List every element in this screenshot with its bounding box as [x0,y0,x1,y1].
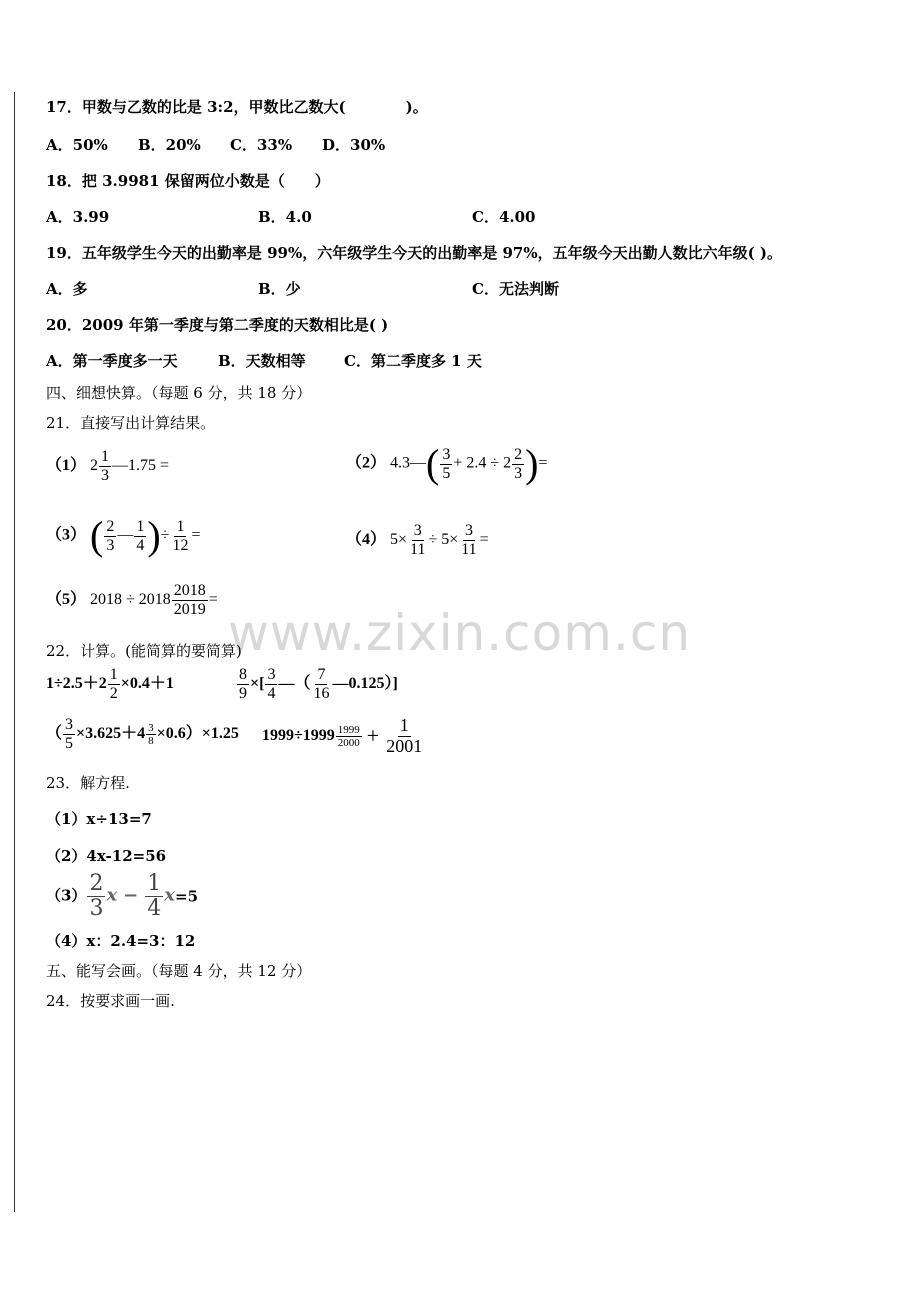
q22-e4-fraction-1 [336,724,362,749]
q21-p3-fraction-2 [134,518,146,554]
denominator: 8 [148,734,154,747]
denominator: 4 [147,896,162,922]
q23-equation-4: （4）x：2.4=3：12 [46,932,196,950]
q21-p1-fraction [99,448,111,484]
denominator: 4 [267,684,276,702]
q21-part-4 [346,522,489,558]
q22-e2-fraction-2 [265,666,277,702]
q23-e3-minus: − [123,884,139,906]
q21-p3-fraction-3 [170,518,190,554]
q21-p3-end: = [191,526,201,544]
q21-p5-label: （5） [46,590,87,608]
q23-e3-x1: x [106,884,118,906]
q19-option-b: B．少 [258,280,301,298]
q22-expr-2 [236,666,398,702]
q22-expr-3 [46,716,239,752]
denominator: 2001 [386,735,423,756]
q21-p3-op: — [117,526,134,544]
q17-option-c: C．33% [230,136,293,154]
q22-expr-4 [262,716,425,757]
q21-p4-fraction-1 [408,522,427,558]
q21-p3-label: （3） [46,526,87,544]
numerator: 1 [101,448,110,465]
q24-stem: 24．按要求画一画. [46,992,175,1010]
q20-option-b: B．天数相等 [218,352,306,370]
q20-stem: 20．2009 年第一季度与第二季度的天数相比是( ) [46,316,389,334]
numerator: 3 [413,522,422,539]
q21-stem: 21．直接写出计算结果。 [46,414,216,432]
numerator: 1 [176,517,185,535]
q22-e4-a: 1999÷1999 [262,726,335,744]
q20-option-a: A．第一季度多一天 [46,352,178,370]
q17-option-a: A．50% [46,136,108,154]
denominator: 3 [514,464,523,482]
q19-option-c: C．无法判断 [472,280,559,298]
q22-expr-1 [46,666,174,702]
numerator: 2 [89,871,104,896]
numerator: 1999 [337,723,360,736]
q21-p2-fraction-2 [512,446,524,482]
numerator: 1 [147,871,162,896]
denominator: 16 [313,684,330,702]
q22-e1-a: 1÷2.5＋2 [46,674,107,692]
q21-p5-a: 2018 ÷ 2018 [90,590,171,608]
q21-part-3 [46,513,201,558]
q22-e3-c: ×0.6）×1.25 [156,724,239,742]
q23-e3-fraction-1 [87,872,105,921]
numerator: 3 [267,666,276,683]
numerator: 3 [148,721,154,734]
q23-equation-1: （1）x÷13=7 [46,810,152,828]
q22-e2-b: —（ [278,674,311,692]
q21-p2-a: 4.3— [390,454,427,472]
denominator: 5 [65,734,74,752]
denominator: 3 [89,896,104,922]
numerator: 2 [514,445,523,463]
numerator: 7 [317,666,326,683]
q21-p2-fraction-1 [440,446,452,482]
denominator: 11 [461,540,477,558]
right-paren: ) [525,441,539,486]
q21-p4-label: （4） [346,530,387,548]
numerator: 1 [136,517,145,535]
q21-p4-mid: ÷ 5× [428,530,459,548]
q23-e3-end: =5 [175,887,199,906]
numerator: 3 [464,522,473,539]
q22-e2-fraction-3 [311,666,331,702]
q22-e2-fraction-1 [237,666,249,702]
q21-p2-label: （2） [346,454,387,472]
left-paren: ( [426,441,440,486]
q22-e4-plus: + [366,723,380,749]
q23-e3-fraction-2 [145,872,163,921]
q22-e2-c: —0.125）] [332,674,398,692]
q22-e1-b: ×0.4＋1 [120,674,174,692]
q21-p2-end: = [538,454,548,472]
q21-part-5 [46,582,218,618]
q18-option-c: C．4.00 [472,208,536,226]
q22-e3-a: （ [46,724,63,742]
q21-p4-a: 5× [390,530,408,548]
left-paren: ( [90,513,104,558]
q21-p4-fraction-2 [459,522,478,558]
q21-p5-end: = [208,590,218,608]
q23-equation-3 [46,872,198,921]
q22-e3-fraction-2 [146,722,156,747]
q23-e3-x2: x [164,884,175,906]
q21-p1-label: （1） [46,456,87,474]
q17-option-d: D．30% [322,136,386,154]
right-paren: ) [147,513,161,558]
q17-option-b: B．20% [138,136,201,154]
section-5-heading: 五、能写会画。（每题 4 分，共 12 分） [46,962,312,980]
numerator: 8 [239,666,247,683]
q17-stem: 17．甲数与乙数的比是 3:2，甲数比乙数大( )。 [46,98,428,116]
q22-e2-a: ×[ [250,674,265,692]
numerator: 3 [442,445,451,463]
binding-margin-line [14,92,15,1212]
q19-stem: 19．五年级学生今天的出勤率是 99%，六年级学生今天的出勤率是 97%，五年级今天出勤人数比六年级( )。 [46,244,782,262]
q23-stem: 23．解方程. [46,774,130,792]
watermark: www.zixin.com.cn [228,604,692,662]
q22-e1-fraction [108,666,120,702]
q18-option-a: A．3.99 [46,208,110,226]
denominator: 2 [109,684,118,702]
denominator: 3 [106,536,115,554]
q22-e3-b: ×3.625＋4 [76,724,146,742]
denominator: 4 [136,536,145,554]
q21-p2-mid: + 2.4 ÷ 2 [453,454,512,472]
q21-p3-div: ÷ [160,526,170,544]
denominator: 2019 [173,600,206,618]
q21-p1-whole: 2 [90,456,99,474]
q23-e3-label: （3） [46,886,87,905]
q18-option-b: B．4.0 [258,208,312,226]
denominator: 9 [239,684,247,702]
denominator: 11 [410,540,426,558]
q22-e3-fraction-1 [63,716,75,752]
numerator: 3 [65,716,74,733]
q21-p4-end: = [479,530,489,548]
denominator: 5 [442,464,451,482]
q22-stem: 22．计算。(能简算的要简算) [46,642,242,660]
numerator: 1 [109,666,118,683]
numerator: 1 [399,715,409,735]
q21-part-1 [46,448,169,484]
denominator: 3 [101,466,110,484]
q23-equation-2: （2）4x-12=56 [46,847,167,865]
q20-option-c: C．第二季度多 1 天 [344,352,482,370]
q18-stem: 18．把 3.9981 保留两位小数是（ ） [46,172,330,190]
q19-option-a: A．多 [46,280,88,298]
q21-part-2 [346,441,548,486]
section-4-heading: 四、细想快算。（每题 6 分，共 18 分） [46,384,312,402]
numerator: 2 [106,517,115,535]
q21-p3-fraction-1 [104,518,116,554]
q21-p1-rest: —1.75 = [112,456,170,474]
q21-p5-fraction [172,582,208,618]
numerator: 2018 [173,582,206,599]
q22-e4-fraction-2 [384,716,424,757]
denominator: 12 [172,536,189,554]
denominator: 2000 [337,736,360,749]
